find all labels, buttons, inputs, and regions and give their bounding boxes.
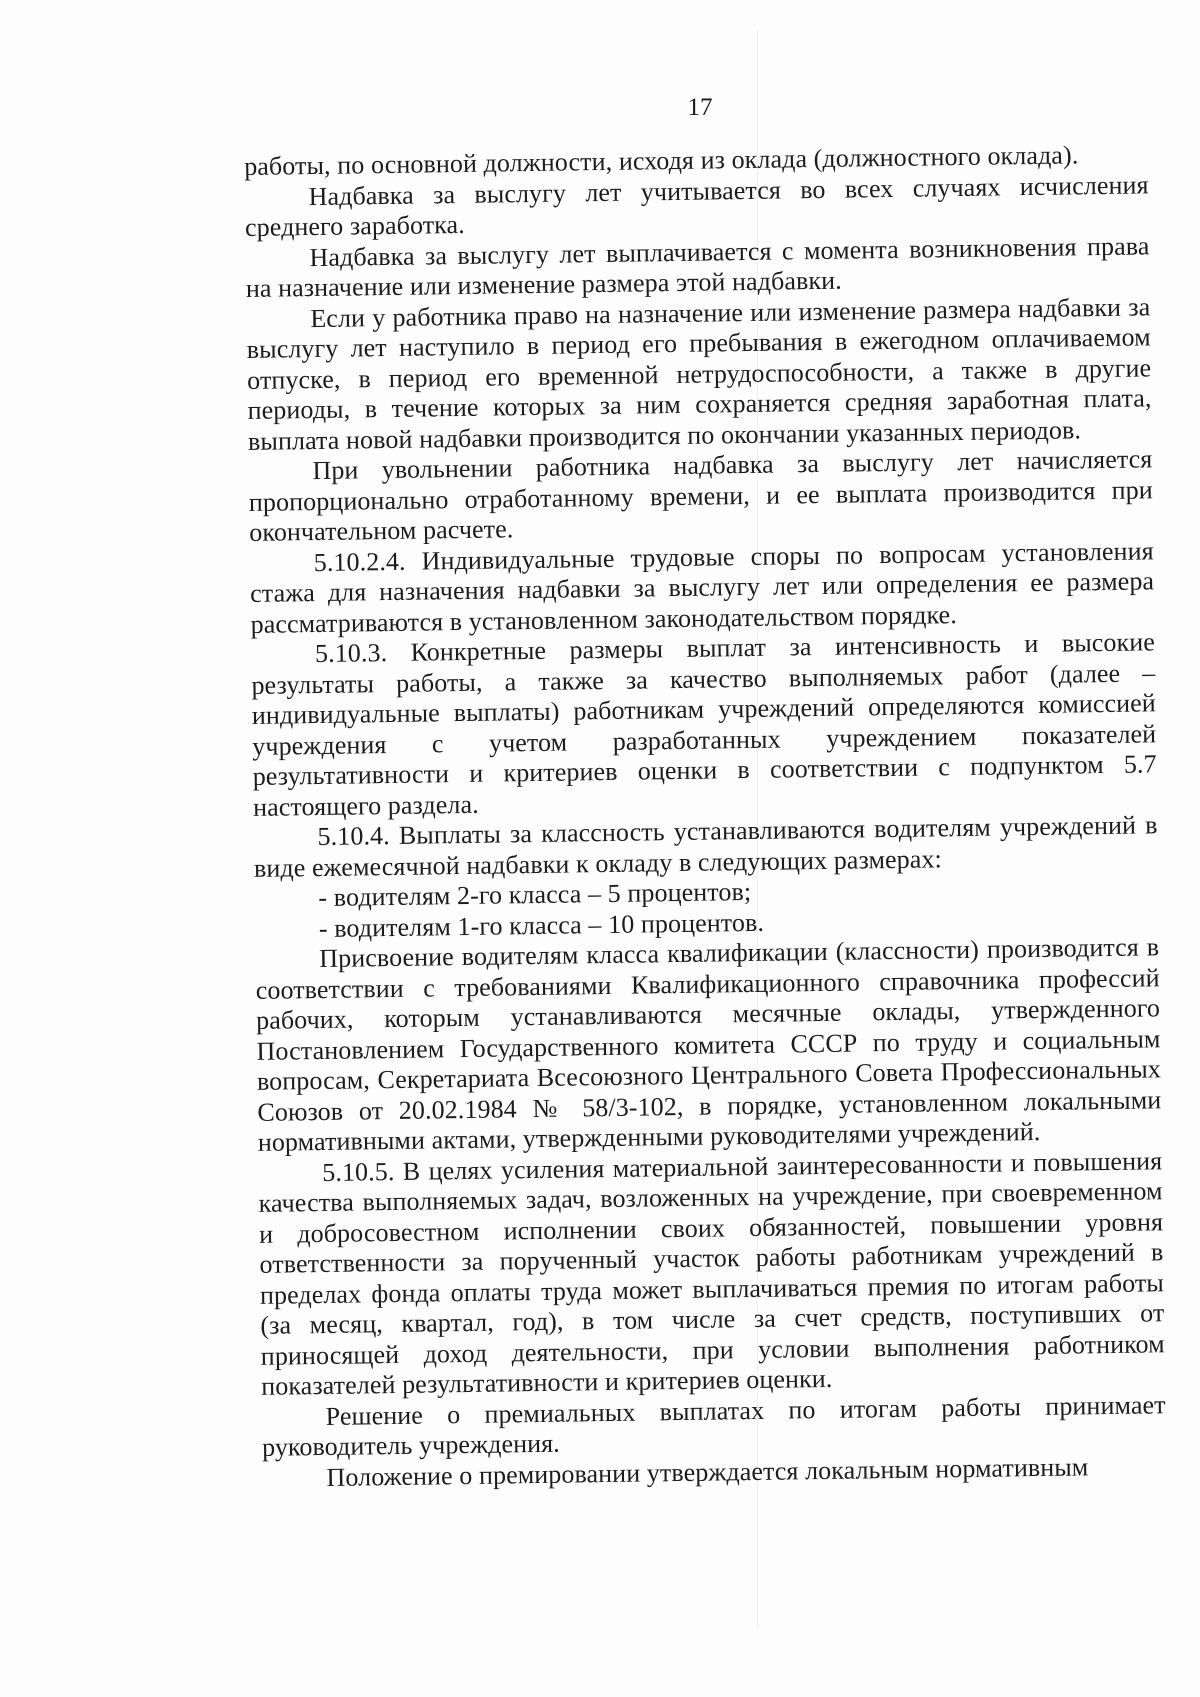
page-number: 17 (687, 94, 713, 121)
paragraph-bonus-regulation: Положение о премировании утверждается локальным нормативным (326, 1451, 1089, 1492)
paragraph-bonus-on-dismissal: При увольнении работника надбавка за выслугу лет начисляется пропорционально отработанному времени, и ее выплата производится при окончательном расчете. (248, 444, 1154, 547)
paragraph-bonus-decision: Решение о премиальных выплатах по итогам работы принимает руководитель учреждения. (261, 1389, 1166, 1462)
paragraph-class-assignment: Присвоение водителям класса квалификации (классности) производится в соответствии с требованиями Квалификационного справочника профессий рабочих, которым устанавливаются месячные оклады, утвержденного Постановлением Государственного комитета СССР по труду и социальным вопросам, Секретариата Всесоюзного Центрального Совета Профессиональных Союзов от 20.02.1984 № 58/3-102, в порядке, установленном локальными нормативными актами, утвержденными руководителями учреждений. (255, 932, 1162, 1157)
list-item-class-1: - водителям 1-го класса – 10 процентов. (318, 907, 765, 943)
paragraph-5-10-2-4: 5.10.2.4. Индивидуальные трудовые споры по вопросам установления стажа для назначения надбавки за выслугу лет или определения ее размера рассматриваются в установленном законодательством порядке. (249, 535, 1155, 639)
paragraph-5-10-4: 5.10.4. Выплаты за классность устанавливаются водителям учреждений в виде ежемесячной надбавки к окладу в следующих размерах: (253, 810, 1158, 883)
paragraph-bonus-average-earnings: Надбавка за выслугу лет учитывается во всех случаях исчисления среднего заработка. (244, 169, 1149, 242)
paragraph-bonus-payment-start: Надбавка за выслугу лет выплачивается с момента возникновения права на назначение или изменение размера этой надбавки. (245, 230, 1150, 303)
paragraph-bonus-during-leave: Если у работника право на назначение или изменение размера надбавки за выслугу лет наступило в период его пребывания в ежегодном оплачиваемом отпуске, в период его временной нетрудоспособности, а также в другие периоды, в течение которых за ним сохраняется средняя заработная плата, выплата новой надбавки производится по окончании указанных периодов. (246, 291, 1152, 456)
list-item-class-2: - водителям 2-го класса – 5 процентов; (318, 876, 752, 913)
paragraph-5-10-5: 5.10.5. В целях усиления материальной заинтересованности и повышения качества выполняемых задач, возложенных на учреждение, при своевременном и добросовестном исполнении своих обязанностей, повышении уровня ответственности за порученный участок работы работникам учреждений в пределах фонда оплаты труда может выплачиваться премия по итогам работы (за месяц, квартал, год), в том числе за счет средств, поступивших от приносящей доход деятельности, при условии выполнения работником показателей результативности и критериев оценки. (258, 1145, 1165, 1401)
paragraph-continuation: работы, по основной должности, исходя из оклада (должностного оклада). (244, 140, 1079, 181)
document-body (244, 139, 1167, 1493)
paragraph-5-10-3: 5.10.3. Конкретные размеры выплат за интенсивность и высокие результаты работы, а также за качество выполняемых работ (далее – индивидуальные выплаты) работникам учреждений определяются комиссией учреждения с учетом разработанных учреждением показателей результативности и критериев оценки в соответствии с подпунктом 5.7 настоящего раздела. (251, 627, 1157, 822)
